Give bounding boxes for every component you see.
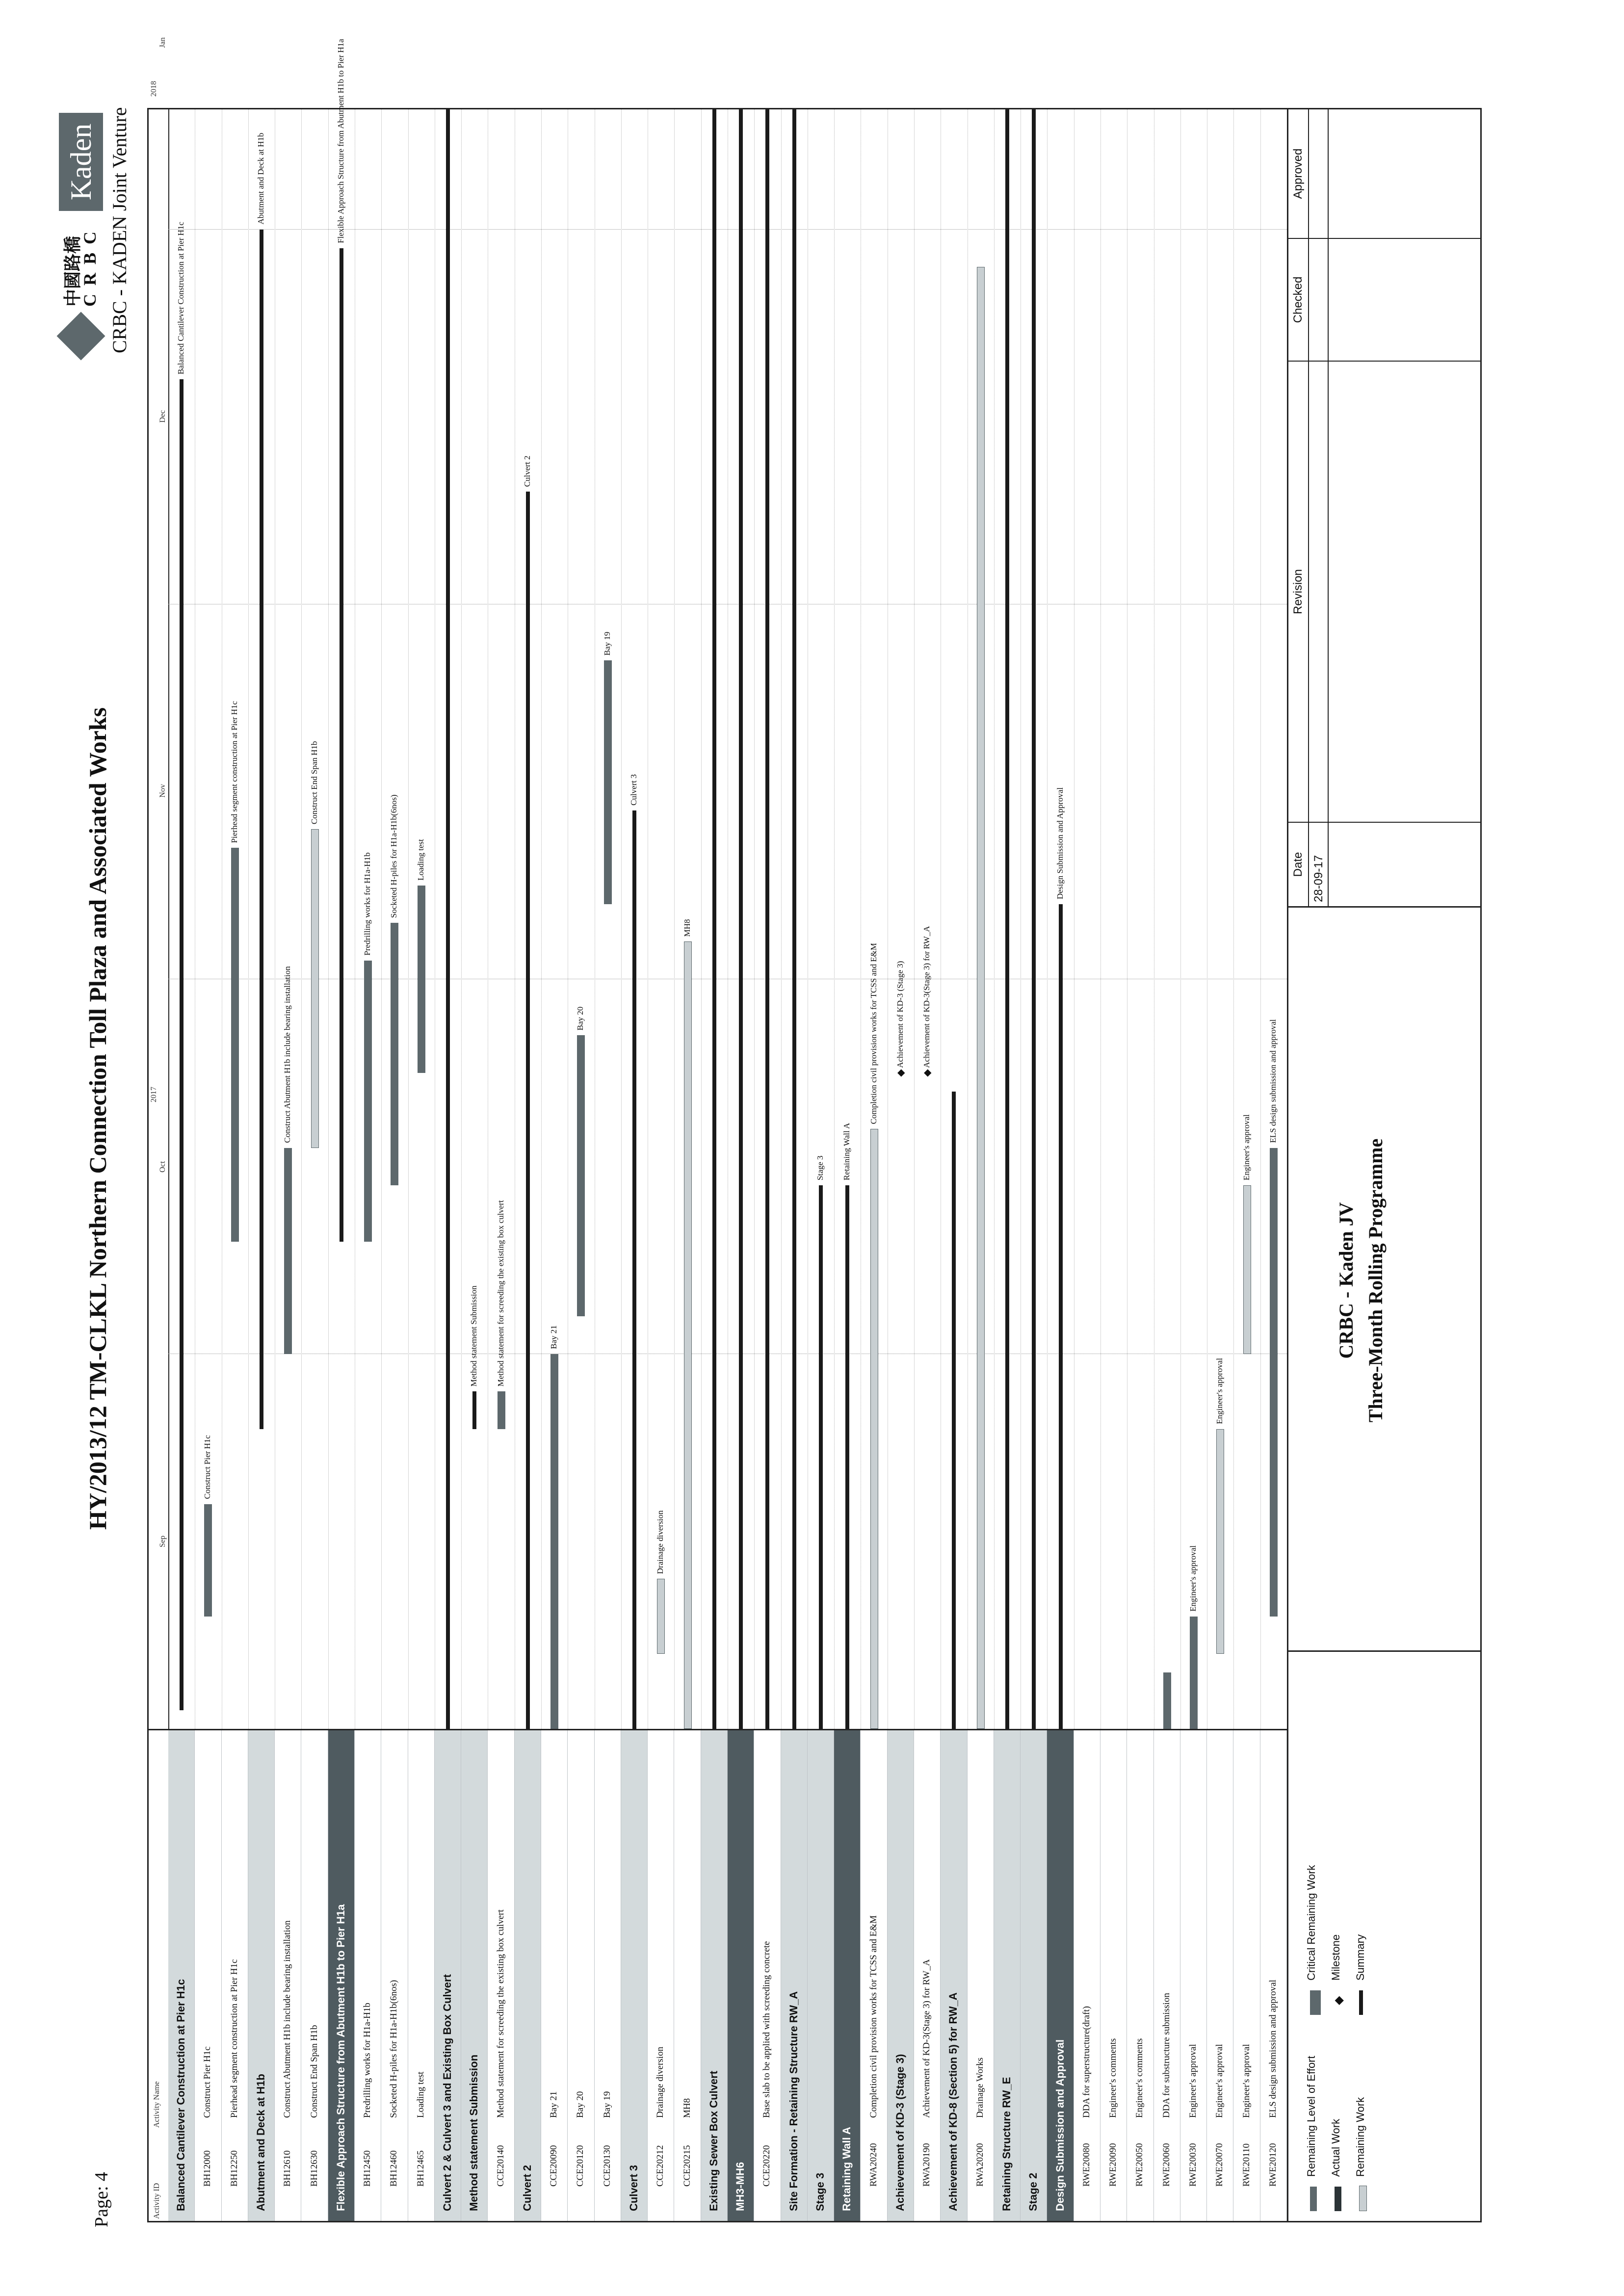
group-row[interactable]: [781, 1730, 808, 2221]
group-name: Abutment and Deck at H1b: [254, 2074, 267, 2211]
activity-name: DDA for superstructure(draft): [1081, 2006, 1092, 2118]
gantt-bar[interactable]: [446, 109, 450, 1729]
gantt-bar[interactable]: [712, 109, 716, 1729]
activity-row[interactable]: [1180, 1730, 1207, 2221]
chart-row-line: [328, 109, 329, 1729]
activity-id: CCE20140: [495, 2145, 506, 2187]
month-label: Dec: [158, 410, 167, 423]
chart-row-line: [541, 109, 542, 1729]
legend-milestone: Milestone: [1330, 1934, 1342, 1981]
column-header: [149, 37, 169, 2221]
approved-header: Approved: [1291, 148, 1305, 199]
gantt-bar[interactable]: [340, 248, 343, 1242]
chart-row-line: [754, 109, 755, 1729]
chart-row-line: [994, 109, 995, 1729]
bar-label: Pierhead segment construction at Pier H1c: [229, 701, 239, 843]
gantt-bar[interactable]: [845, 1185, 849, 1729]
activity-row[interactable]: [1207, 1730, 1233, 2221]
bar-label: Construct End Span H1b: [309, 741, 319, 825]
legend-critical-swatch: [1310, 1990, 1321, 2015]
group-row[interactable]: [728, 1730, 754, 2221]
legend-actual-swatch: [1335, 2187, 1341, 2211]
activity-id: CCE20215: [681, 2145, 692, 2187]
activity-id: CCE20130: [602, 2145, 612, 2187]
activity-row[interactable]: [754, 1730, 781, 2221]
year-2018: 2018: [150, 81, 158, 97]
milestone-mark[interactable]: ◆: [922, 1069, 933, 1077]
chart-row-line: [461, 109, 462, 1729]
group-row[interactable]: [1047, 1730, 1074, 2221]
group-name: Culvert 3: [627, 2165, 640, 2211]
col-activity-id: Activity ID: [153, 2183, 161, 2219]
chart-row-line: [834, 109, 835, 1729]
activity-name: Engineer's comments: [1134, 2038, 1145, 2118]
activity-id: RWA20190: [921, 2143, 932, 2187]
chart-row-line: [621, 109, 622, 1729]
chart-row-line: [781, 109, 782, 1729]
activity-id: CCE20090: [549, 2145, 559, 2187]
gantt-bar[interactable]: [632, 810, 636, 1729]
bar-label: Socketed H-piles for H1a-H1b(6nos): [389, 794, 399, 918]
bar-label: Culvert 3: [629, 774, 638, 806]
bar-label: Predrilling works for H1a-H1b: [363, 852, 372, 956]
activity-name: Loading test: [415, 2071, 426, 2118]
chart-row-line: [381, 109, 382, 1729]
activity-id: BH12630: [309, 2150, 319, 2187]
activity-row[interactable]: [968, 1730, 994, 2221]
activity-name: Pierhead segment construction at Pier H1c: [229, 1959, 239, 2118]
date-header: Date: [1291, 852, 1305, 877]
activity-id: CCE20220: [761, 2145, 772, 2187]
group-name: Retaining Wall A: [840, 2127, 853, 2211]
bar-label: Design Submission and Approval: [1055, 787, 1065, 899]
legend-loe: Remaining Level of Effort: [1305, 2056, 1317, 2177]
activity-row[interactable]: [914, 1730, 941, 2221]
activity-id: RWE20080: [1081, 2143, 1092, 2187]
bar-label: Bay 21: [549, 1325, 559, 1349]
month-row: [158, 37, 168, 2221]
activity-name: Construct Abutment H1b include bearing installation: [282, 1920, 293, 2118]
activity-id: BH12000: [202, 2150, 213, 2187]
group-row[interactable]: [808, 1730, 834, 2221]
activity-name: DDA for substructure submission: [1161, 1993, 1172, 2118]
legend-summary: Summary: [1354, 1934, 1366, 1981]
activity-name: Drainage diversion: [655, 2046, 666, 2118]
gantt-bar[interactable]: [311, 829, 319, 1148]
chart-row-line: [701, 109, 702, 1729]
group-name: Culvert 2: [521, 2165, 533, 2211]
gantt-bar[interactable]: [739, 109, 743, 1729]
footer-line2: Three-Month Rolling Programme: [1364, 1138, 1387, 1423]
activity-row[interactable]: [222, 1730, 248, 2221]
activity-id: RWE20070: [1214, 2143, 1225, 2187]
activity-id: BH12250: [229, 2150, 239, 2187]
legend-actual: Actual Work: [1330, 2118, 1342, 2177]
bar-label: Loading test: [416, 839, 425, 881]
chart-row-line: [1260, 109, 1261, 1729]
gantt-bar[interactable]: [577, 1035, 585, 1316]
activity-id: RWE20110: [1241, 2143, 1252, 2187]
gantt-bar[interactable]: [418, 886, 425, 1073]
logo-abbr: C R B C: [80, 229, 100, 307]
activity-row[interactable]: [301, 1730, 328, 2221]
bar-label: ELS design submission and approval: [1268, 1019, 1278, 1143]
activity-row[interactable]: [355, 1730, 381, 2221]
chart-row-line: [1233, 109, 1234, 1729]
milestone-icon: ◆: [1333, 1996, 1345, 2005]
activity-name: Predrilling works for H1a-H1b: [362, 2003, 373, 2118]
bar-label: Achievement of KD-3 (Stage 3): [895, 961, 905, 1068]
activity-id: RWA20200: [974, 2143, 985, 2187]
group-row[interactable]: [248, 1730, 275, 2221]
activity-row[interactable]: [1260, 1730, 1287, 2221]
activity-name: Bay 19: [602, 2091, 612, 2118]
group-name: MH3-MH6: [734, 2162, 747, 2211]
date-value: 28-09-17: [1312, 855, 1325, 902]
gantt-bar[interactable]: [284, 1148, 292, 1354]
activity-name: Construct End Span H1b: [309, 2025, 319, 2118]
activity-row[interactable]: [595, 1730, 621, 2221]
activity-name: Engineer's approval: [1241, 2044, 1252, 2118]
gantt-bar[interactable]: [1059, 904, 1063, 1729]
gantt-bar[interactable]: [526, 492, 530, 1729]
group-name: Stage 2: [1027, 2172, 1040, 2211]
bar-label: Bay 20: [576, 1006, 585, 1031]
activity-name: Drainage Works: [974, 2057, 985, 2118]
activity-row[interactable]: [1233, 1730, 1260, 2221]
legend-remaining: Remaining Work: [1354, 2097, 1366, 2177]
revision-block: [1288, 109, 1481, 906]
activity-id: BH12610: [282, 2150, 293, 2187]
activity-id: RWE20090: [1108, 2143, 1119, 2187]
group-name: Retaining Structure RW_E: [1000, 2077, 1013, 2211]
bar-label: Balanced Cantilever Construction at Pier H1c: [176, 222, 186, 375]
group-row[interactable]: [1021, 1730, 1047, 2221]
activity-id: BH12460: [389, 2150, 399, 2187]
logo-chinese: 中國路橋: [63, 235, 82, 307]
milestone-mark[interactable]: ◆: [895, 1069, 906, 1077]
group-row[interactable]: [941, 1730, 967, 2221]
bar-label: Construct Pier H1c: [203, 1435, 212, 1499]
group-name: Method statement Submission: [468, 2054, 480, 2211]
group-name: Site Formation - Retaining Structure RW_A: [787, 1991, 800, 2211]
bar-label: Stage 3: [815, 1155, 825, 1181]
bar-label: Engineer's approval: [1188, 1545, 1198, 1612]
gantt-bar[interactable]: [364, 961, 372, 1242]
group-row[interactable]: [888, 1730, 914, 2221]
activity-row[interactable]: [275, 1730, 301, 2221]
month-label: Sep: [158, 1535, 167, 1547]
gantt-bar[interactable]: [870, 1129, 878, 1729]
gantt-bar[interactable]: [765, 109, 769, 1729]
legend-divider: [1287, 1650, 1481, 1652]
activity-name: Engineer's comments: [1108, 2038, 1119, 2118]
gantt-bar[interactable]: [231, 848, 239, 1241]
group-name: Culvert 2 & Culvert 3 and Existing Box Culvert: [441, 1974, 453, 2211]
gantt-bar[interactable]: [1270, 1148, 1278, 1617]
bar-label: Method statement for screeding the existing box culvert: [496, 1200, 505, 1387]
activity-name: MH8: [681, 2098, 692, 2118]
revision-header: Revision: [1291, 569, 1305, 615]
gantt-bar[interactable]: [819, 1185, 823, 1729]
activity-id: RWA20240: [868, 2143, 879, 2187]
gantt-bar[interactable]: [498, 1391, 505, 1429]
activity-name: Construct Pier H1c: [202, 2046, 213, 2118]
company-block: [59, 78, 137, 353]
activity-name: Bay 21: [549, 2091, 559, 2118]
gantt-bar[interactable]: [792, 109, 796, 1729]
bar-label: Completion civil provision works for TCSS and E&M: [868, 942, 878, 1124]
group-name: Design Submission and Approval: [1053, 2039, 1066, 2211]
page-label: Page: 4: [91, 2172, 112, 2227]
legend-loe-swatch: [1310, 2187, 1317, 2211]
activity-row[interactable]: [1127, 1730, 1153, 2221]
group-row[interactable]: [621, 1730, 648, 2221]
gantt-bar[interactable]: [472, 1391, 476, 1429]
chart-row-line: [1100, 109, 1101, 1729]
page-title: HY/2013/12 TM-CLKL Northern Connection Toll Plaza and Associated Works: [84, 707, 111, 1530]
activity-id: RWE20050: [1134, 2143, 1145, 2187]
group-row[interactable]: [994, 1730, 1021, 2221]
bar-label: Flexible Approach Structure from Abutment H1b to Pier H1a: [336, 39, 345, 243]
bar-label: Achievement of KD-3(Stage 3) for RW_A: [922, 926, 932, 1068]
gantt-bar[interactable]: [550, 1354, 558, 1729]
group-name: Achievement of KD-8 (Section 5) for RW_A: [947, 1992, 960, 2211]
group-row[interactable]: [328, 1730, 355, 2221]
group-row[interactable]: [701, 1730, 728, 2221]
activity-id: CCE20212: [655, 2145, 666, 2187]
chart-row-line: [1180, 109, 1181, 1729]
activity-row[interactable]: [1154, 1730, 1180, 2221]
activity-row[interactable]: [541, 1730, 568, 2221]
gantt-bar[interactable]: [657, 1579, 665, 1654]
gantt-bar[interactable]: [684, 941, 692, 1729]
gantt-bar[interactable]: [1243, 1185, 1251, 1354]
activity-name: Engineer's approval: [1187, 2044, 1198, 2118]
jv-name: CRBC - KADEN Joint Venture: [108, 107, 131, 353]
activity-name: Completion civil provision works for TCSS and E&M: [868, 1915, 879, 2118]
activity-id: RWE20060: [1161, 2143, 1172, 2187]
activity-id: RWE20120: [1267, 2143, 1278, 2187]
rb-logo-icon: [57, 312, 105, 361]
gantt-bar[interactable]: [1005, 109, 1009, 1729]
activity-row[interactable]: [195, 1730, 221, 2221]
col-activity-name: Activity Name: [153, 2081, 161, 2128]
activity-id: CCE20120: [575, 2145, 586, 2187]
chart-row-line: [1047, 109, 1048, 1729]
legend-summary-swatch: [1359, 1990, 1363, 2015]
legend: [1290, 1652, 1477, 2221]
activity-row[interactable]: [1074, 1730, 1100, 2221]
group-name: Existing Sewer Box Culvert: [707, 2070, 720, 2211]
activity-name: Engineer's approval: [1214, 2044, 1225, 2118]
gantt-bar[interactable]: [604, 660, 612, 904]
chart-row-line: [248, 109, 249, 1729]
gantt-bar[interactable]: [1190, 1617, 1198, 1729]
kaden-logo: Kaden: [59, 113, 103, 211]
activity-name: Bay 20: [575, 2091, 586, 2118]
activity-row[interactable]: [488, 1730, 514, 2221]
activity-row[interactable]: [381, 1730, 408, 2221]
activity-name: ELS design submission and approval: [1267, 1980, 1278, 2118]
rev-block-divider: [1287, 906, 1481, 908]
bar-label: Engineer's approval: [1241, 1114, 1251, 1181]
activity-name: Base slab to be applied with screeding concrete: [761, 1941, 772, 2118]
chart-row-line: [914, 109, 915, 1729]
bar-label: Bay 19: [602, 631, 612, 656]
activity-name: Socketed H-piles for H1a-H1b(6nos): [389, 1980, 399, 2118]
activity-row[interactable]: [861, 1730, 887, 2221]
gantt-bar[interactable]: [977, 267, 985, 1729]
activity-id: RWE20030: [1187, 2143, 1198, 2187]
checked-header: Checked: [1291, 276, 1305, 323]
group-row[interactable]: [834, 1730, 861, 2221]
month-label: Oct: [158, 1161, 167, 1173]
gantt-bar[interactable]: [180, 379, 183, 1710]
gantt-bar[interactable]: [204, 1504, 212, 1617]
bar-label: Construct Abutment H1b include bearing installation: [283, 966, 292, 1143]
gantt-bar[interactable]: [260, 230, 263, 1429]
bar-label: Drainage diversion: [655, 1510, 665, 1574]
bar-label: MH8: [682, 919, 692, 937]
activity-row[interactable]: [1100, 1730, 1127, 2221]
activity-row[interactable]: [674, 1730, 701, 2221]
group-row[interactable]: [168, 1730, 195, 2221]
group-row[interactable]: [461, 1730, 488, 2221]
table-chart-divider: [149, 1729, 1287, 1730]
gantt-bar[interactable]: [391, 923, 398, 1185]
gantt-bar[interactable]: [1163, 1672, 1171, 1729]
bar-label: Abutment and Deck at H1b: [256, 132, 265, 225]
activity-id: BH12450: [362, 2150, 373, 2187]
legend-remaining-swatch: [1359, 2186, 1367, 2211]
activity-name: Method statement for screeding the existing box culvert: [495, 1909, 506, 2118]
gantt-bar[interactable]: [1216, 1429, 1224, 1654]
footer-line1: CRBC - Kaden JV: [1335, 1202, 1357, 1359]
activity-id: BH12465: [415, 2150, 426, 2187]
activity-row[interactable]: [408, 1730, 435, 2221]
bar-label: Engineer's approval: [1215, 1357, 1225, 1424]
group-row[interactable]: [435, 1730, 461, 2221]
group-name: Flexible Approach Structure from Abutment H1b to Pier H1a: [334, 1904, 347, 2211]
chart-row-line: [301, 109, 302, 1729]
gantt-bar[interactable]: [952, 1092, 956, 1729]
gantt-grid: [168, 39, 1287, 2221]
legend-critical: Critical Remaining Work: [1305, 1865, 1317, 1981]
month-label: Jan: [158, 37, 167, 48]
group-name: Achievement of KD-3 (Stage 3): [893, 2054, 906, 2211]
bar-label: Culvert 2: [522, 455, 532, 487]
bar-label: Method statement Submission: [469, 1285, 479, 1387]
group-name: Stage 3: [813, 2172, 826, 2211]
year-2017: 2017: [150, 1087, 158, 1102]
group-row[interactable]: [515, 1730, 541, 2221]
gantt-bar[interactable]: [1032, 109, 1036, 1729]
activity-name: Achievement of KD-3(Stage 3) for RW_A: [921, 1959, 932, 2118]
activity-row[interactable]: [648, 1730, 674, 2221]
activity-row[interactable]: [568, 1730, 594, 2221]
chart-row-line: [674, 109, 675, 1729]
bar-label: Retaining Wall A: [842, 1122, 852, 1181]
chart-row-line: [408, 109, 409, 1729]
group-name: Balanced Cantilever Construction at Pier H1c: [175, 1979, 187, 2211]
month-label: Nov: [158, 784, 167, 798]
